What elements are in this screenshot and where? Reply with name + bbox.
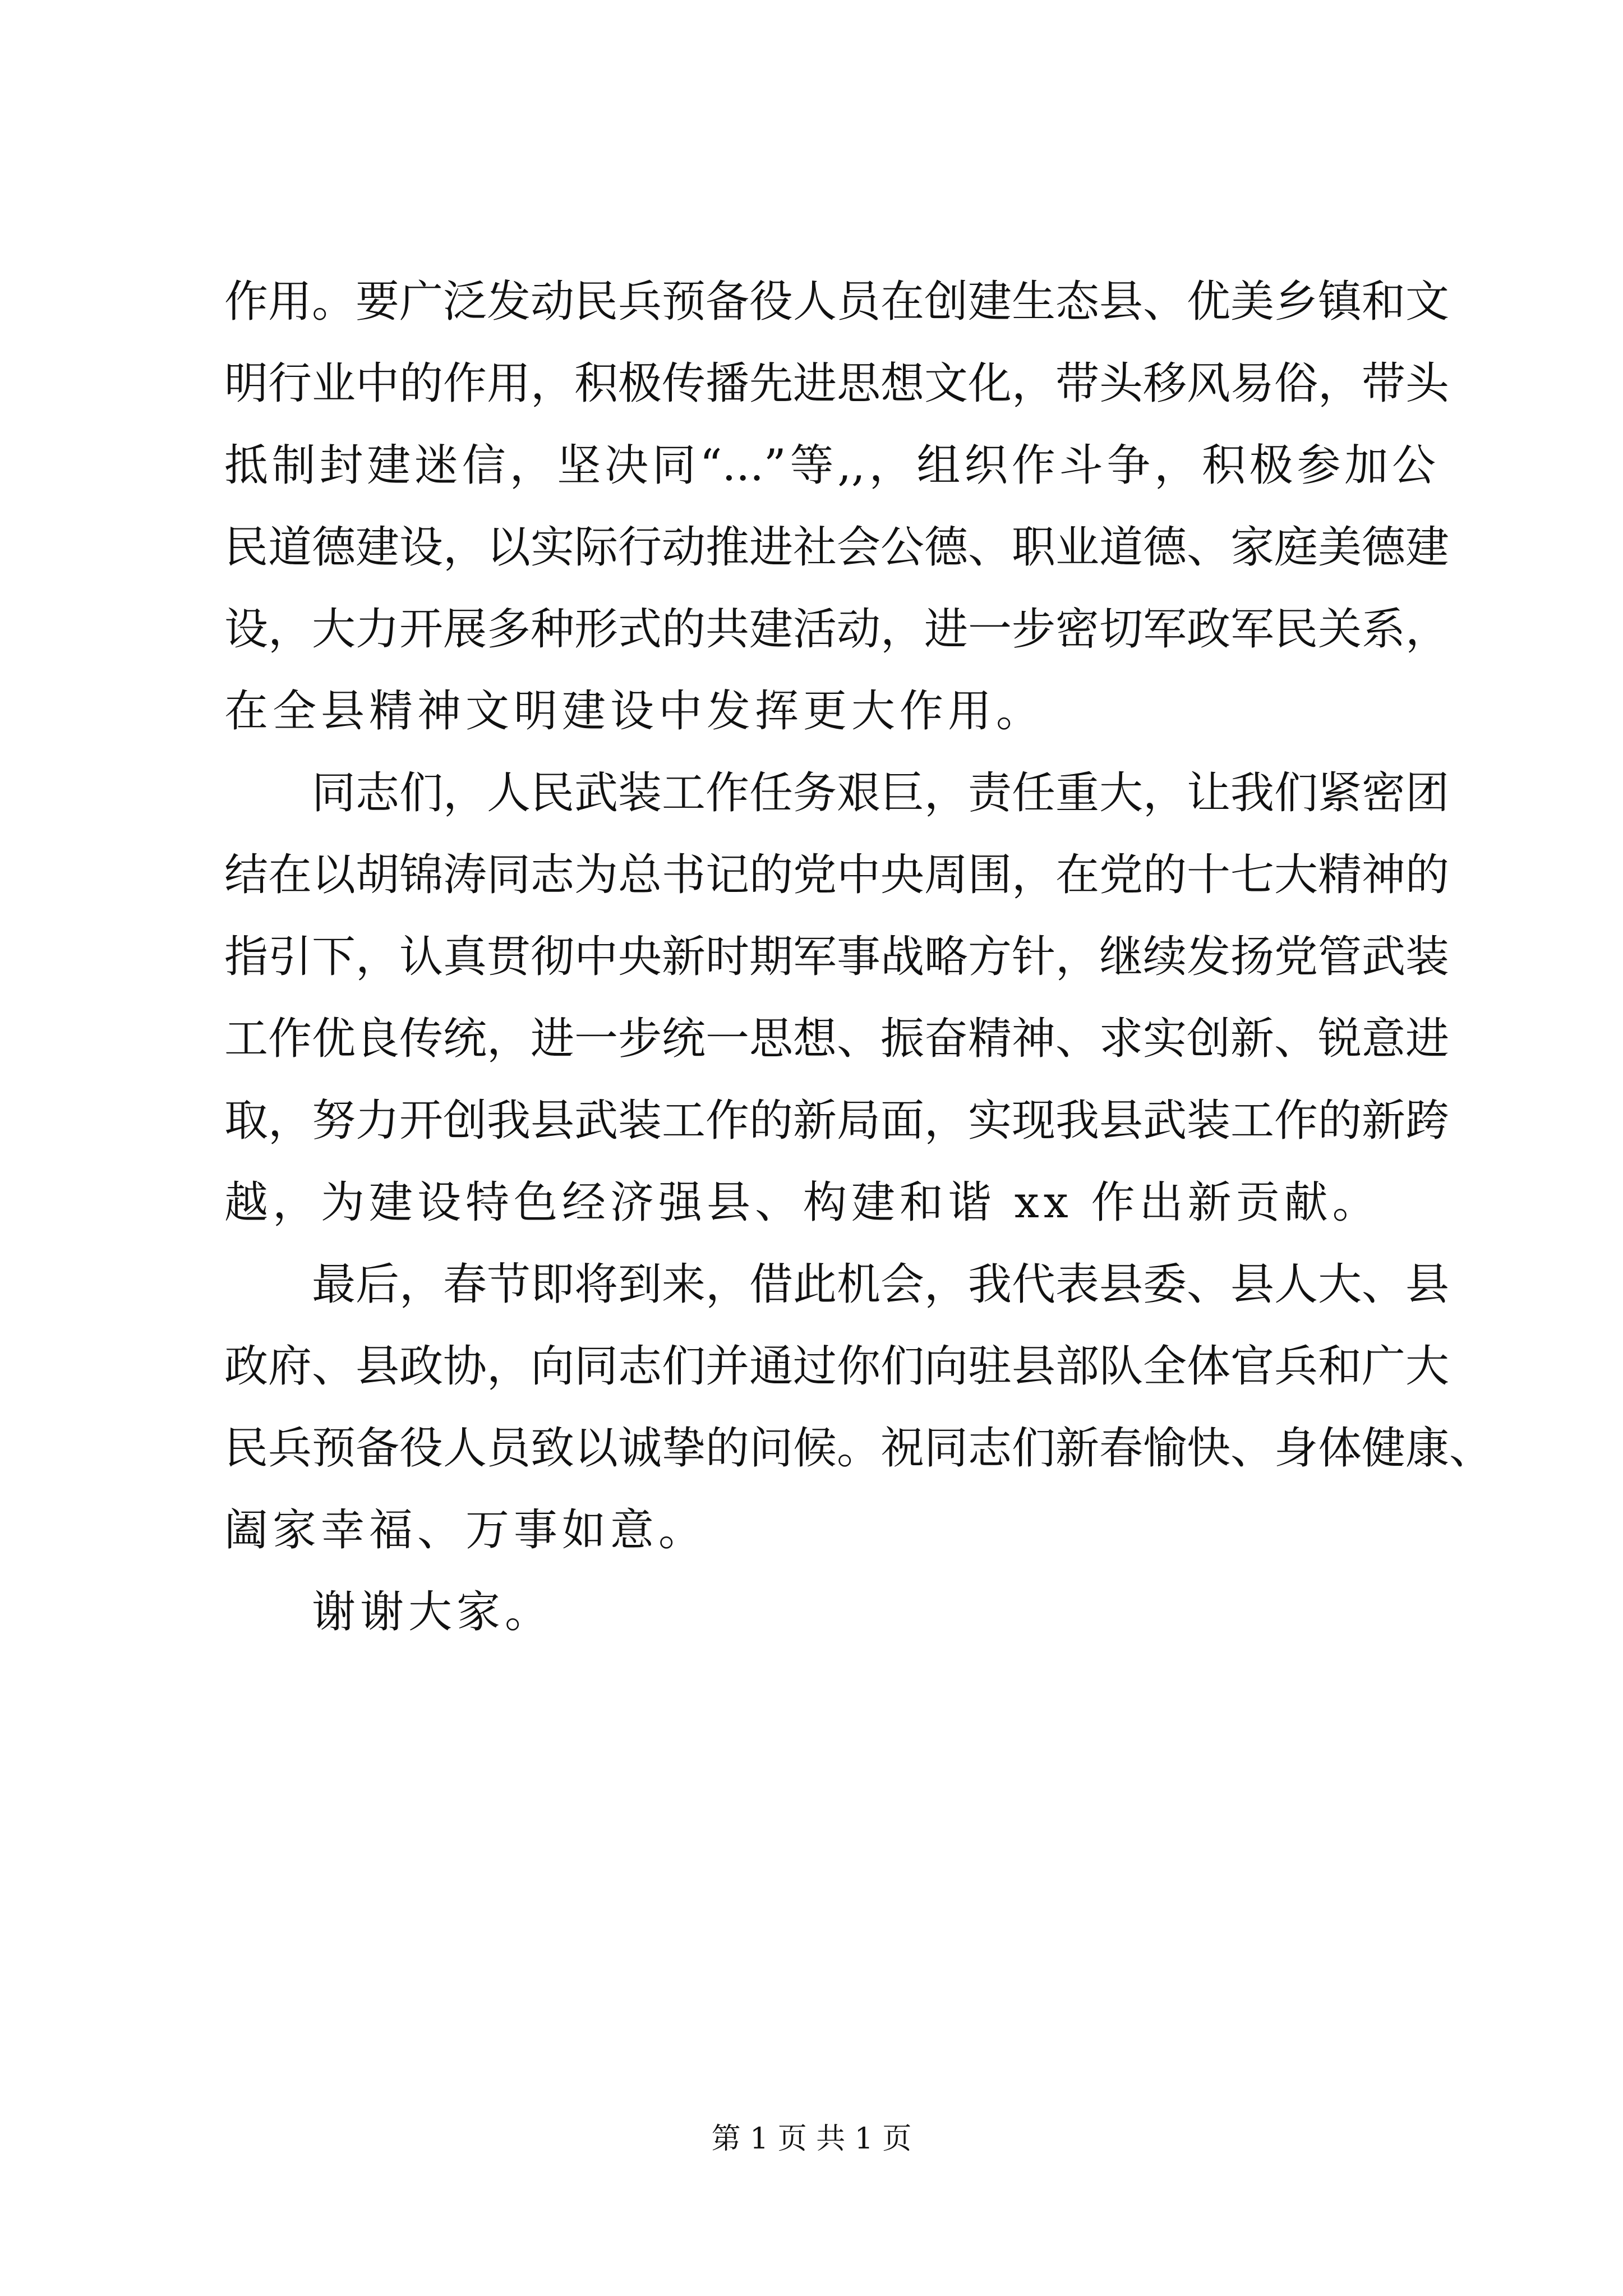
paragraph-2-line-4: 工作优良传统，进一步统一思想、振奋精神、求实创新、锐意进: [224, 1014, 1450, 1064]
paragraph-2-line-1: 同志们，人民武装工作任务艰巨，责任重大，让我们紧密团: [312, 768, 1450, 818]
paragraph-4-line-1: 谢谢大家。: [312, 1587, 554, 1637]
paragraph-2-line-3: 指引下，认真贯彻中央新时期军事战略方针，继续发扬党管武装: [224, 932, 1450, 982]
paragraph-1-line-3: 抵制封建迷信，坚决同“...”等,,，组织作斗争，积极参加公: [224, 440, 1436, 491]
paragraph-2-line-5: 取，努力开创我县武装工作的新局面，实现我县武装工作的新跨: [224, 1096, 1450, 1146]
page-number-footer: 第 1 页 共 1 页: [711, 2122, 912, 2156]
paragraph-1-line-6: 在全县精神文明建设中发挥更大作用。: [224, 686, 1045, 737]
paragraph-3-line-3: 民兵预备役人员致以诚挚的问候。祝同志们新春愉快、身体健康、: [224, 1423, 1493, 1474]
paragraph-1-line-4: 民道德建设，以实际行动推进社会公德、职业道德、家庭美德建: [224, 522, 1450, 573]
paragraph-1-line-1: 作用。要广泛发动民兵预备役人员在创建生态县、优美乡镇和文: [224, 277, 1450, 327]
paragraph-3-line-4: 阖家幸福、万事如意。: [224, 1505, 707, 1556]
paragraph-1-line-2: 明行业中的作用，积极传播先进思想文化，带头移风易俗，带头: [224, 358, 1450, 409]
paragraph-2-line-2: 结在以胡锦涛同志为总书记的党中央周围，在党的十七大精神的: [224, 850, 1450, 900]
paragraph-1-line-5: 设，大力开展多种形式的共建活动，进一步密切军政军民关系，: [224, 604, 1450, 655]
paragraph-3-line-2: 政府、县政协，向同志们并通过你们向驻县部队全体官兵和广大: [224, 1341, 1450, 1392]
paragraph-2-line-6: 越，为建设特色经济强县、构建和谐 xx 作出新贡献。: [224, 1177, 1381, 1228]
paragraph-3-line-1: 最后，春节即将到来，借此机会，我代表县委、县人大、县: [312, 1259, 1450, 1310]
